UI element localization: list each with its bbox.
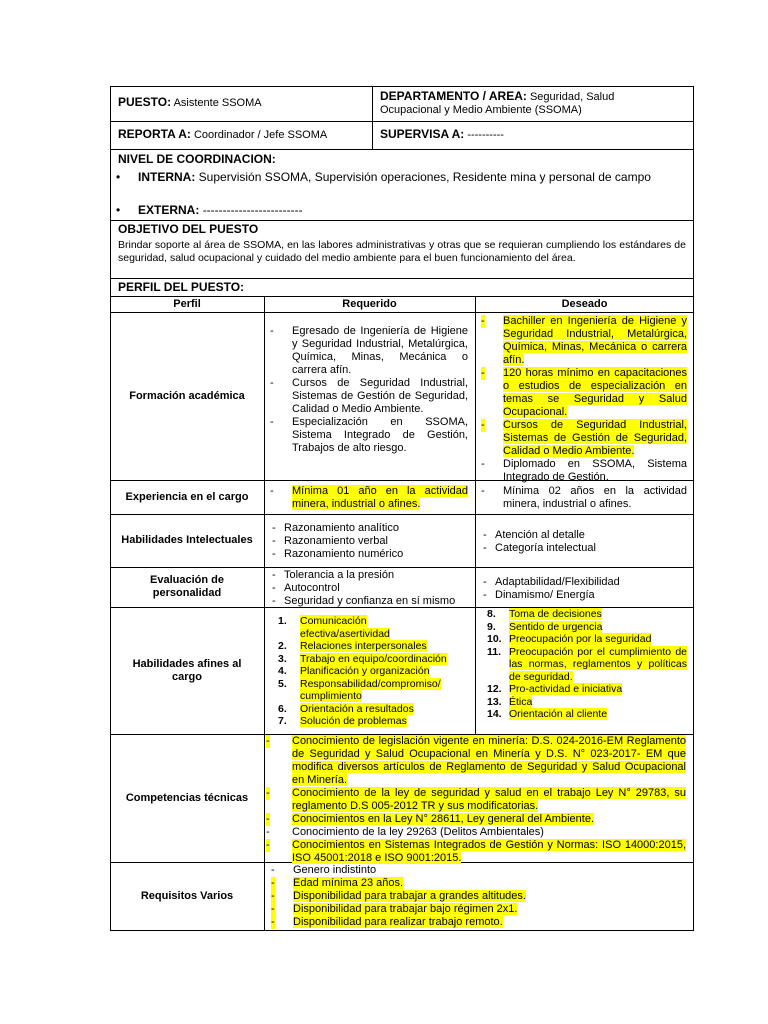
reporta-value: Coordinador / Jefe SSOMA <box>193 129 328 141</box>
list-item: - Especialización en SSOMA, Sistema Integrado de Gestión, Trabajos de alto riesgo. <box>270 416 468 454</box>
list-item: - Adaptabilidad/Flexibilidad <box>483 576 620 588</box>
list-item: - Razonamiento analítico <box>272 522 399 534</box>
divider <box>110 149 694 150</box>
perfil-title: PERFIL DEL PUESTO: <box>118 280 245 294</box>
list-item: 8. Toma de decisiones <box>487 608 602 620</box>
list-item: - Mínima 02 años en la actividad minera, industrial o afines. <box>481 485 687 510</box>
list-item: - Conocimiento de legislación vigente en minería: D.S. 024-2016-EM Reglamento de Seguridad y Salud Ocupacional en Minería y D.S. N° 023-2017- EM que modifica diversos artículos de Reglamento de Seguridad y Salud Ocupacional en Minería. <box>266 735 686 786</box>
list-item: - 120 horas mínimo en capacitaciones o estudios de especialización en temas se Seguridad y Salud Ocupacional. <box>481 367 687 418</box>
list-item: 11. Preocupación por el cumplimiento de las normas, reglamentos y políticas de seguridad. <box>487 645 687 683</box>
list-item: - Tolerancia a la presión <box>272 569 395 581</box>
list-item: 6. Orientación a resultados <box>278 702 414 715</box>
list-item: - Autocontrol <box>272 582 340 594</box>
interna-value: Supervisión SSOMA, Supervisión operaciones, Residente mina y personal de campo <box>198 170 651 184</box>
list-item: - Razonamiento numérico <box>272 548 404 560</box>
list-item: 5. Responsabilidad/compromiso/ cumplimiento <box>278 677 441 702</box>
divider <box>110 296 694 297</box>
list-item: - Conocimiento de la ley de seguridad y salud en el trabajo Ley N° 29783, su reglamento D.S 005-2012 TR y sus modificatorias. <box>266 787 686 812</box>
interna-label: INTERNA: <box>138 170 196 184</box>
divider <box>264 296 265 931</box>
experiencia-requerido <box>270 485 468 511</box>
list-item: - Dinamismo/ Energía <box>483 589 595 601</box>
puesto-value: Asistente SSOMA <box>173 97 262 109</box>
intelectuales-requerido <box>272 522 470 561</box>
coordinacion-externa <box>116 203 676 217</box>
list-item: - Disponibilidad para trabajar a grandes altitudes. <box>271 890 526 902</box>
row-label-experiencia: Experiencia en el cargo <box>125 490 249 503</box>
afines-requerido <box>278 615 448 728</box>
list-item: - Disponibilidad para trabajar bajo régimen 2x1. <box>271 903 518 915</box>
list-item: 7. Solución de problemas <box>278 715 407 727</box>
departamento-field <box>380 90 690 117</box>
formacion-deseado <box>481 315 687 484</box>
objetivo-title: OBJETIVO DEL PUESTO <box>118 222 259 236</box>
list-item: - Categoría intelectual <box>483 542 596 554</box>
list-item: - Egresado de Ingeniería de Higiene y Seguridad Industrial, Metalúrgica, Química, Minas, Mecánica o carrera afín. <box>270 325 468 376</box>
list-item: - Conocimiento de la ley 29263 (Delitos Ambientales) <box>266 826 544 838</box>
divider <box>110 220 694 221</box>
reporta-label: REPORTA A: <box>118 127 191 141</box>
list-item: - Bachiller en Ingeniería de Higiene y Seguridad Industrial, Metalúrgica, Química, Minas, Mecánica o carrera afín. <box>481 315 687 366</box>
header-deseado: Deseado <box>561 298 608 310</box>
experiencia-deseado <box>481 485 687 511</box>
list-item: 14. Orientación al cliente <box>487 708 608 720</box>
list-item: - Razonamiento verbal <box>272 535 388 547</box>
divider <box>110 278 694 279</box>
row-label-intelectuales: Habilidades Intelectuales <box>121 534 253 546</box>
header-requerido: Requerido <box>342 298 397 310</box>
departamento-value: Seguridad, Salud <box>529 91 615 103</box>
list-item: - Cursos de Seguridad Industrial, Sistemas de Gestión de Seguridad, Calidad o Medio Ambiente. <box>270 377 468 415</box>
tecnicas-list <box>266 735 686 865</box>
row-label-formacion: Formación académica <box>129 389 245 402</box>
personalidad-deseado <box>483 576 689 602</box>
list-item: - Cursos de Seguridad Industrial, Sistemas de Gestión de Seguridad, Calidad o Medio Ambiente. <box>481 419 687 457</box>
list-item: 12. Pro-actividad e iniciativa <box>487 683 623 695</box>
row-label-afines: Habilidades afines al cargo <box>132 657 242 683</box>
bullet-icon: • <box>116 203 121 217</box>
header-perfil: Perfil <box>173 298 201 310</box>
puesto-label: PUESTO: <box>118 95 172 109</box>
coordinacion-interna <box>116 170 676 184</box>
list-item: 1. Comunicación efectiva/asertividad <box>278 615 390 640</box>
list-item: - Atención al detalle <box>483 529 585 541</box>
divider <box>475 296 476 734</box>
list-item: - Disponibilidad para realizar trabajo remoto. <box>271 916 503 928</box>
divider <box>372 86 373 149</box>
puesto-field <box>118 96 368 110</box>
objetivo-text: Brindar soporte al área de SSOMA, en las labores administrativas y otras que se requieran cumpliendo los estándares de seguridad, salud ocupacional y cuidado del medio ambiente para el buen funcionamiento del área. <box>118 239 686 264</box>
divider <box>110 121 694 122</box>
personalidad-requerido <box>272 569 472 608</box>
reporta-field <box>118 128 368 142</box>
supervisa-value: ---------- <box>467 129 504 141</box>
list-item: 2. Relaciones interpersonales <box>278 640 427 652</box>
externa-label: EXTERNA: <box>138 203 200 217</box>
supervisa-field <box>380 128 690 142</box>
list-item: - Conocimientos en la Ley N° 28611, Ley general del Ambiente. <box>266 813 594 825</box>
row-label-varios: Requisitos Varios <box>140 890 234 902</box>
list-item: - Mínima 01 año en la actividad minera, industrial o afines. <box>270 485 468 510</box>
list-item: 3. Trabajo en equipo/coordinación <box>278 652 447 665</box>
varios-list <box>271 864 686 929</box>
departamento-label: DEPARTAMENTO / AREA: <box>380 89 527 103</box>
afines-deseado <box>487 608 687 721</box>
list-item: - Diplomado en SSOMA, Sistema Integrado de Gestión. <box>481 458 687 483</box>
row-label-personalidad: Evaluación de personalidad <box>150 574 224 599</box>
list-item: 9. Sentido de urgencia <box>487 620 603 633</box>
list-item: - Edad mínima 23 años. <box>271 877 404 889</box>
coordinacion-title: NIVEL DE COORDINACION: <box>118 152 276 166</box>
list-item: 4. Planificación y organización <box>278 665 430 677</box>
list-item: 13. Ética <box>487 695 533 708</box>
list-item: 10. Preocupación por la seguridad <box>487 633 652 645</box>
formacion-requerido <box>270 325 468 455</box>
departamento-value-line2: Ocupacional y Medio Ambiente (SSOMA) <box>380 104 582 116</box>
list-item: - Seguridad y confianza en sí mismo <box>272 595 456 607</box>
row-label-tecnicas: Competencias técnicas <box>125 791 249 804</box>
intelectuales-deseado <box>483 529 689 555</box>
externa-value: ------------------------- <box>202 203 303 217</box>
list-item: - Conocimientos en Sistemas Integrados de Gestión y Normas: ISO 14000:2015, ISO 45001:2018 e ISO 9001:2015. <box>266 839 686 864</box>
list-item: - Genero indistinto <box>271 864 377 876</box>
bullet-icon: • <box>116 170 121 184</box>
supervisa-label: SUPERVISA A: <box>380 127 465 141</box>
